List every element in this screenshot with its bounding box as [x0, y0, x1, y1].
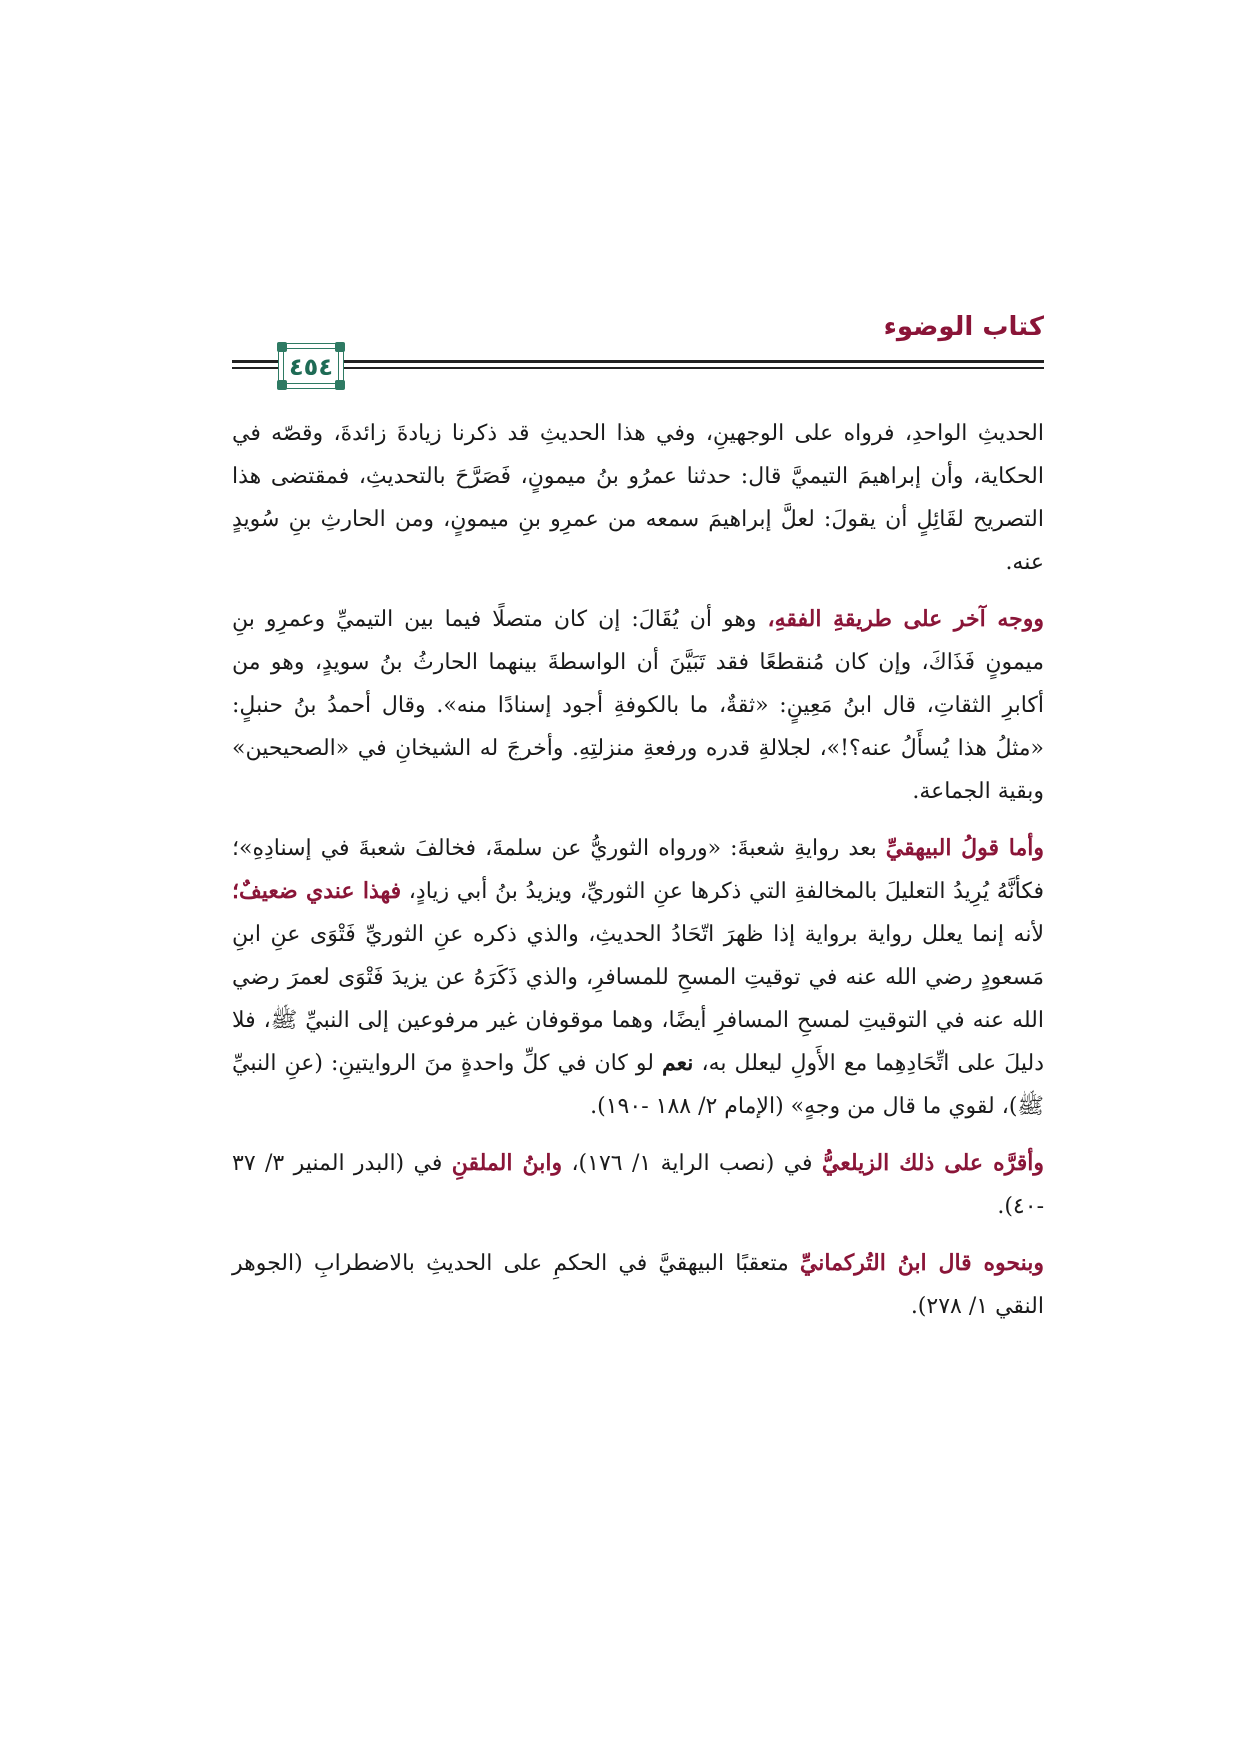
- page-body: [232, 412, 1044, 1342]
- paragraph-5: [232, 1242, 1044, 1328]
- paragraph-3: [232, 827, 1044, 1128]
- header-rule-top: [232, 360, 1044, 363]
- page-header: [232, 306, 1044, 406]
- book-title: كتاب الوضوء: [883, 312, 1044, 342]
- page-number: ٤٥٤: [289, 353, 333, 381]
- paragraph-text: في (البدر المنير ٣/ ٣٧ -٤٠).: [232, 1151, 1044, 1219]
- highlighted-heading: وأما قولُ البيهقيِّ: [885, 835, 1044, 861]
- header-rule-bottom: [232, 367, 1044, 369]
- highlighted-heading: وأقرَّه على ذلك الزيلعيُّ: [821, 1150, 1045, 1176]
- highlighted-heading: ووجه آخر على طريقةِ الفقهِ،: [767, 606, 1045, 632]
- highlighted-phrase: فهذا عندي ضعيفٌ؛: [232, 878, 402, 904]
- bold-word: نعم: [662, 1050, 694, 1076]
- paragraph-text: لو كان في كلِّ واحدةٍ منَ الروايتينِ: (عنِ النبيِّ ﷺ)، لقوي ما قال من وجهٍ» (الإمام ٢/ ١٨٨ -١٩٠).: [232, 1051, 1044, 1119]
- paragraph-text: متعقبًا البيهقيَّ في الحكمِ على الحديثِ بالاضطرابِ (الجوهر النقي ١/ ٢٧٨).: [232, 1251, 1044, 1319]
- paragraph-1: [232, 412, 1044, 584]
- paragraph-text: الحديثِ الواحدِ، فرواه على الوجهينِ، وفي هذا الحديثِ قد ذكرنا زيادةَ زائدةَ، وقصّه في الحكاية، وأن إبراهيمَ التيميَّ قال: حدثنا عمرُو بنُ ميمونٍ، فَصَرَّحَ بالتحديثِ، فمقتضى هذا التصريح لقَائِلٍ أن يقولَ: لعلَّ إبراهيمَ سمعه من عمرِو بنِ ميمونٍ، ومن الحارثِ بنِ سُويدٍ عنه.: [232, 421, 1044, 575]
- paragraph-text: بعد روايةِ شعبةَ: «ورواه الثوريُّ عن سلمةَ، فخالفَ شعبةَ في إسنادِهِ»؛ فكأنَّهُ يُرِيدُ التعليلَ بالمخالفةِ التي ذكرها عنِ الثوريِّ، ويزيدُ بنُ أبي زيادٍ،: [232, 836, 1044, 904]
- paragraph-2: [232, 598, 1044, 813]
- paragraph-text: لأنه إنما يعلل رواية برواية إذا ظهرَ اتّحَادُ الحديثِ، والذي ذكره عنِ الثوريِّ فَتْوَى عنِ ابنِ مَسعودٍ رضي الله عنه في توقيتِ المسحِ للمسافرِ، والذي ذَكَرَهُ عن يزيدَ فَتْوَى لعمرَ رضي الله عنه في التوقيتِ لمسحِ المسافرِ أيضًا، وهما موقوفان غير مرفوعين إلى النبيِّ ﷺ، فلا دليلَ على اتِّحَادِهِما مع الأَولِ ليعلل به،: [232, 922, 1045, 1076]
- highlighted-phrase: وابنُ الملقنِ: [451, 1150, 563, 1176]
- paragraph-text: في (نصب الراية ١/ ١٧٦)،: [562, 1151, 822, 1176]
- page-number-frame: [278, 343, 344, 389]
- paragraph-text: وهو أن يُقَالَ: إن كان متصلًا فيما بين التيميِّ وعمرِو بنِ ميمونٍ فَذَاكَ، وإن كان مُنقطعًا فقد تَبَيَّنَ أن الواسطةَ بينهما الحارثُ بنُ سويدٍ، وهو من أكابرِ الثقاتِ، قال ابنُ مَعِينٍ: «ثقةٌ، ما بالكوفةِ أجود إسنادًا منه». وقال أحمدُ بنُ حنبلٍ: «مثلُ هذا يُسأَلُ عنه؟!»، لجلالةِ قدره ورفعةِ منزلتِهِ. وأخرجَ له الشيخانِ في «الصحيحين» وبقية الجماعة.: [232, 607, 1044, 804]
- highlighted-heading: وبنحوه قال ابنُ التُركمانيِّ: [799, 1250, 1044, 1276]
- paragraph-4: [232, 1142, 1044, 1228]
